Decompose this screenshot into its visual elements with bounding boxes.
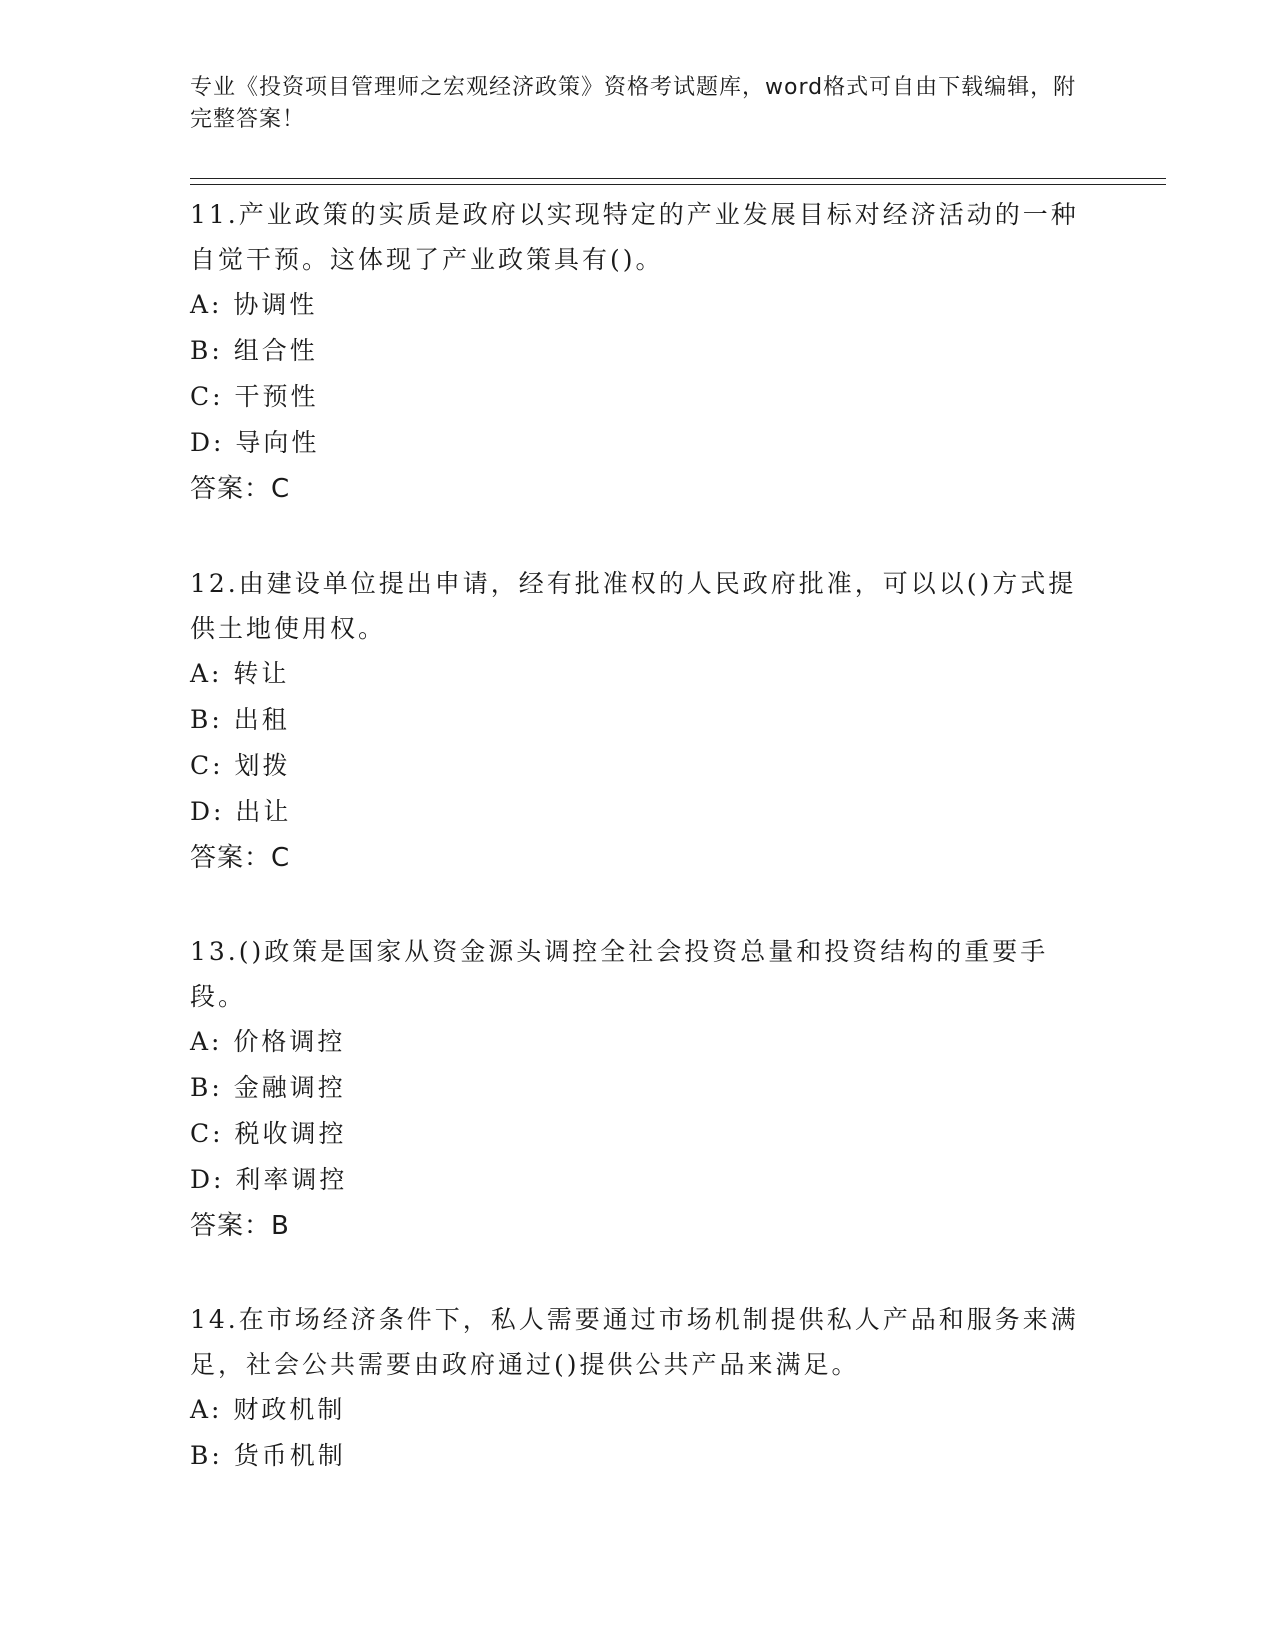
option-d: D: 出让 xyxy=(190,797,292,826)
option-b: B: 组合性 xyxy=(190,336,318,365)
option-b: B: 货币机制 xyxy=(190,1441,346,1470)
option-a: A: 协调性 xyxy=(190,290,318,319)
option-a: A: 转让 xyxy=(190,659,290,688)
answer: 答案：C xyxy=(190,474,291,504)
option-c: C: 划拨 xyxy=(190,751,291,780)
question-stem: 13.()政策是国家从资金源头调控全社会投资总量和投资结构的重要手段。 xyxy=(190,937,1049,1011)
document-header: 专业《投资项目管理师之宏观经济政策》资格考试题库，word格式可自由下载编辑，附完整答案！ xyxy=(190,75,1077,132)
question-13 xyxy=(190,929,1090,1249)
option-b: B: 出租 xyxy=(190,705,290,734)
option-c: C: 税收调控 xyxy=(190,1119,347,1148)
answer: 答案：C xyxy=(190,843,291,873)
question-12 xyxy=(190,561,1090,881)
option-a: A: 价格调控 xyxy=(190,1027,346,1056)
question-14 xyxy=(190,1297,1090,1479)
option-b: B: 金融调控 xyxy=(190,1073,346,1102)
header-divider-top xyxy=(190,178,1166,179)
question-11 xyxy=(190,192,1090,512)
option-c: C: 干预性 xyxy=(190,382,319,411)
question-stem: 12.由建设单位提出申请，经有批准权的人民政府批准，可以以()方式提供土地使用权。 xyxy=(190,569,1077,643)
option-d: D: 利率调控 xyxy=(190,1165,348,1194)
question-stem: 11.产业政策的实质是政府以实现特定的产业发展目标对经济活动的一种自觉干预。这体现了产业政策具有()。 xyxy=(190,200,1079,274)
answer: 答案：B xyxy=(190,1211,290,1241)
option-a: A: 财政机制 xyxy=(190,1395,346,1424)
header-divider-bottom xyxy=(190,184,1166,185)
question-stem: 14.在市场经济条件下，私人需要通过市场机制提供私人产品和服务来满足，社会公共需要由政府通过()提供公共产品来满足。 xyxy=(190,1305,1079,1379)
option-d: D: 导向性 xyxy=(190,428,320,457)
